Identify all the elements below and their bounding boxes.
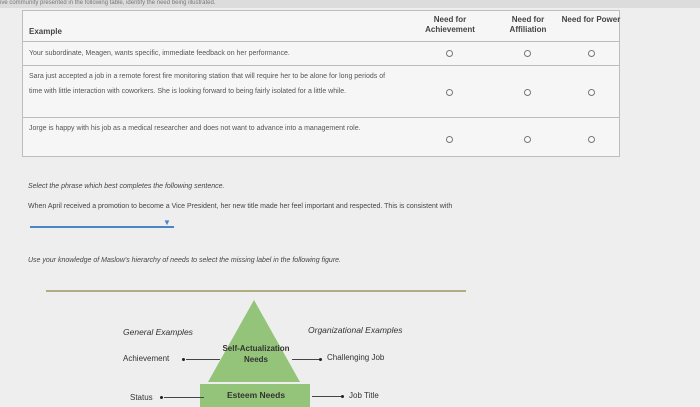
- connector-dot: [341, 395, 344, 398]
- pyramid-top-label: Self-Actualization Needs: [222, 344, 290, 364]
- left-item-achievement: Achievement: [123, 354, 170, 363]
- general-examples-heading: General Examples: [123, 327, 193, 337]
- connector-dot: [182, 358, 185, 361]
- left-item-status: Status: [130, 393, 153, 402]
- example-column-header: Example: [29, 27, 62, 36]
- radio-affiliation[interactable]: [524, 50, 531, 57]
- needs-table: [22, 10, 620, 157]
- column-header-power: Need for Power: [561, 15, 621, 24]
- organizational-examples-heading: Organizational Examples: [308, 325, 403, 335]
- row-example-text: Sara just accepted a job in a remote forest fire monitoring station that will require her to be alone for long periods of time with little interaction with coworkers. She is looking forward to being fairly isolated for a little while.: [29, 73, 386, 95]
- column-header-achievement: Need for Achievement: [425, 15, 475, 34]
- connector-line: [186, 359, 220, 360]
- table-header: [23, 11, 619, 42]
- divider: [46, 290, 466, 292]
- table-row: [23, 66, 619, 118]
- top-cropped-instruction: ive community presented in the following table, identify the need being illustrated.: [0, 0, 700, 8]
- radio-affiliation[interactable]: [524, 136, 531, 143]
- row-example-text: Your subordinate, Meagen, wants specific, immediate feedback on her performance.: [29, 50, 290, 57]
- column-header-affiliation: Need for Affiliation: [509, 15, 547, 34]
- radio-achievement[interactable]: [446, 89, 453, 96]
- right-item-job-title: Job Title: [349, 391, 379, 400]
- chevron-down-icon[interactable]: ▼: [163, 218, 171, 227]
- connector-line: [312, 396, 342, 397]
- radio-power[interactable]: [588, 50, 595, 57]
- connector-dot: [160, 396, 163, 399]
- pyramid-second-label: Esteem Needs: [226, 390, 286, 400]
- table-row: [23, 118, 619, 156]
- question1-prompt: Select the phrase which best completes the following sentence.: [28, 183, 225, 190]
- connector-dot: [319, 358, 322, 361]
- pyramid-top-tier: [208, 300, 300, 382]
- connector-line: [292, 359, 320, 360]
- radio-power[interactable]: [588, 89, 595, 96]
- radio-affiliation[interactable]: [524, 89, 531, 96]
- question1-sentence: When April received a promotion to become a Vice President, her new title made her feel important and respected. This is consistent with: [28, 203, 453, 210]
- table-row: [23, 42, 619, 66]
- radio-achievement[interactable]: [446, 50, 453, 57]
- row-example-text: Jorge is happy with his job as a medical researcher and does not want to advance into a management role.: [29, 125, 361, 132]
- radio-power[interactable]: [588, 136, 595, 143]
- connector-line: [164, 397, 204, 398]
- question2-prompt: Use your knowledge of Maslow's hierarchy of needs to select the missing label in the following figure.: [28, 257, 341, 264]
- radio-achievement[interactable]: [446, 136, 453, 143]
- dropdown-underline[interactable]: [30, 226, 174, 228]
- right-item-challenging-job: Challenging Job: [327, 353, 385, 362]
